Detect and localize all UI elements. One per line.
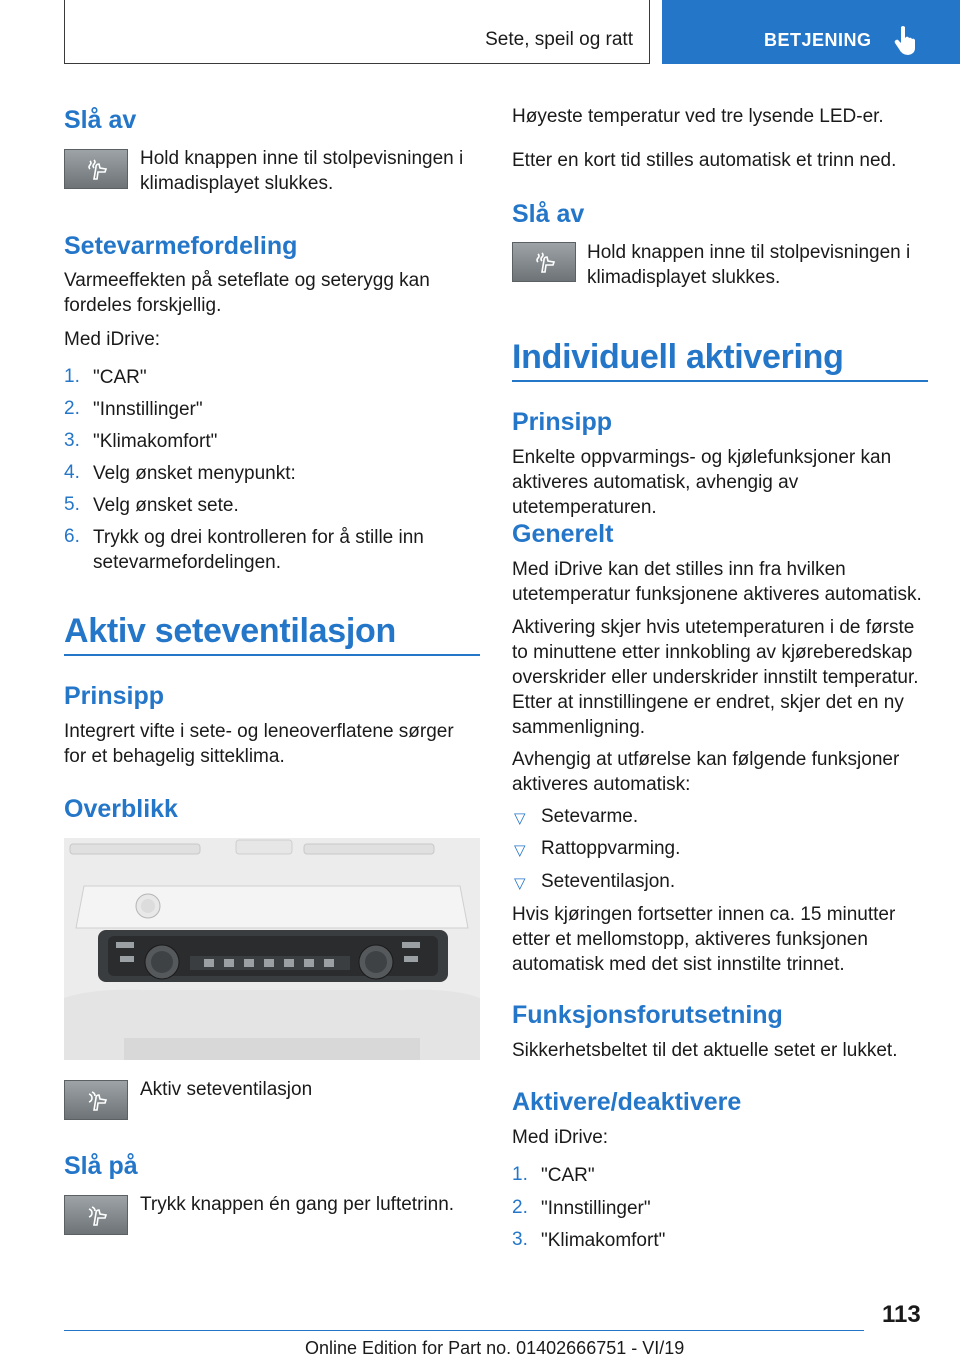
step-text: "CAR" — [541, 1165, 595, 1186]
step-text: "Innstillinger" — [541, 1198, 651, 1219]
step-text: "CAR" — [93, 367, 147, 388]
sla-av-text-left: Hold knappen inne til stolpevisningen i klimadisplayet slukkes. — [140, 148, 464, 194]
heading-sla-av-left: Slå av — [64, 106, 137, 134]
bullet-item: Seteventilasjon. — [541, 871, 676, 892]
step-number: 3. — [512, 1229, 528, 1250]
step-text: "Innstillinger" — [93, 399, 203, 420]
hand-pointer-icon — [894, 25, 920, 55]
prinsipp-text-left: Integrert vifte i sete- og leneoverflatene sørger for et behagelig sitteklima. — [64, 721, 454, 767]
header-section-box — [64, 0, 650, 64]
heading-rule — [64, 654, 480, 656]
heading-funksjonsforutsetning: Funksjonsforutsetning — [512, 1001, 783, 1029]
bullet-triangle-icon: ▽ — [514, 875, 526, 892]
seat-ventilation-button-icon — [64, 1080, 128, 1120]
funksjon-text: Sikkerhetsbeltet til det aktuelle setet er lukket. — [512, 1040, 898, 1061]
heading-prinsipp-right: Prinsipp — [512, 408, 613, 436]
hoyeste-text: Høyeste temperatur ved tre lysende LED-er. — [512, 106, 884, 127]
prinsipp-text-right: Enkelte oppvarmings- og kjølefunksjoner kan aktiveres automatisk, avhengig av utetemperaturen. — [512, 447, 892, 518]
step-text: "Klimakomfort" — [93, 431, 218, 452]
header-chapter-tab[interactable] — [662, 0, 960, 64]
header-section-title: Sete, speil og ratt — [485, 29, 633, 50]
generelt-text-1: Med iDrive kan det stilles inn fra hvilken utetemperatur funksjonene aktiveres automatisk. — [512, 559, 922, 605]
bullet-triangle-icon: ▽ — [514, 810, 526, 827]
footer-rule — [64, 1330, 864, 1331]
step-number: 1. — [512, 1164, 528, 1185]
med-idrive-left: Med iDrive: — [64, 329, 161, 350]
heading-setevarmefordeling: Setevarmefordeling — [64, 232, 298, 260]
med-idrive-right: Med iDrive: — [512, 1127, 609, 1148]
heading-aktivere-deaktivere: Aktivere/deaktivere — [512, 1088, 742, 1116]
step-text: Velg ønsket menypunkt: — [93, 463, 296, 484]
step-number: 2. — [512, 1197, 528, 1218]
climate-control-panel-illustration — [64, 838, 480, 1060]
step-number: 3. — [64, 430, 80, 451]
heading-individuell-aktivering: Individuell aktivering — [512, 338, 844, 376]
step-text: "Klimakomfort" — [541, 1230, 666, 1251]
sla-av-text-right: Hold knappen inne til stolpevisningen i klimadisplayet slukkes. — [587, 242, 911, 288]
step-number: 1. — [64, 366, 80, 387]
heading-sla-pa: Slå på — [64, 1152, 138, 1180]
step-number: 5. — [64, 494, 80, 515]
heading-rule — [512, 380, 928, 382]
setevarme-text: Varmeeffekten på seteflate og seterygg kan fordeles forskjellig. — [64, 270, 430, 316]
seat-heat-button-icon — [512, 242, 576, 282]
seat-ventilation-button-icon — [64, 1195, 128, 1235]
bullet-item: Setevarme. — [541, 806, 639, 827]
heading-sla-av-right: Slå av — [512, 200, 585, 228]
step-number: 2. — [64, 398, 80, 419]
seat-heat-button-icon — [64, 149, 128, 189]
bullet-item: Rattoppvarming. — [541, 838, 681, 859]
bullet-triangle-icon: ▽ — [514, 842, 526, 859]
step-text: Velg ønsket sete. — [93, 495, 239, 516]
icon-caption: Aktiv seteventilasjon — [140, 1079, 313, 1100]
heading-prinsipp-left: Prinsipp — [64, 682, 165, 710]
page-number: 113 — [882, 1301, 921, 1328]
step-number: 4. — [64, 462, 80, 483]
heading-generelt: Generelt — [512, 520, 614, 548]
header-chapter-title: BETJENING — [764, 30, 872, 50]
step-text: Trykk og drei kontrolleren for å stille inn setevarmefordelingen. — [93, 527, 424, 573]
etter-text: Etter en kort tid stilles automatisk et trinn ned. — [512, 150, 897, 171]
heading-overblikk: Overblikk — [64, 795, 178, 823]
generelt-text-2: Aktivering skjer hvis utetemperaturen i de første to minuttene etter innkobling av kjøreberedskap overskrider eller underskrider innstilt temperatur. Etter at innstillingene er endret, skjer det en ny sammenligning. — [512, 617, 919, 738]
footer-edition: Online Edition for Part no. 01402666751 - VI/19 — [305, 1338, 685, 1358]
heading-aktiv-seteventilasjon: Aktiv seteventilasjon — [64, 612, 396, 650]
sla-pa-text: Trykk knappen én gang per luftetrinn. — [140, 1194, 455, 1215]
step-number: 6. — [64, 526, 80, 547]
hvis-text: Hvis kjøringen fortsetter innen ca. 15 minutter etter et mellomstopp, aktiveres funksjonen automatisk med det sist innstilte trinnet. — [512, 904, 896, 975]
generelt-text-3: Avhengig at utførelse kan følgende funksjoner aktiveres automatisk: — [512, 749, 900, 795]
